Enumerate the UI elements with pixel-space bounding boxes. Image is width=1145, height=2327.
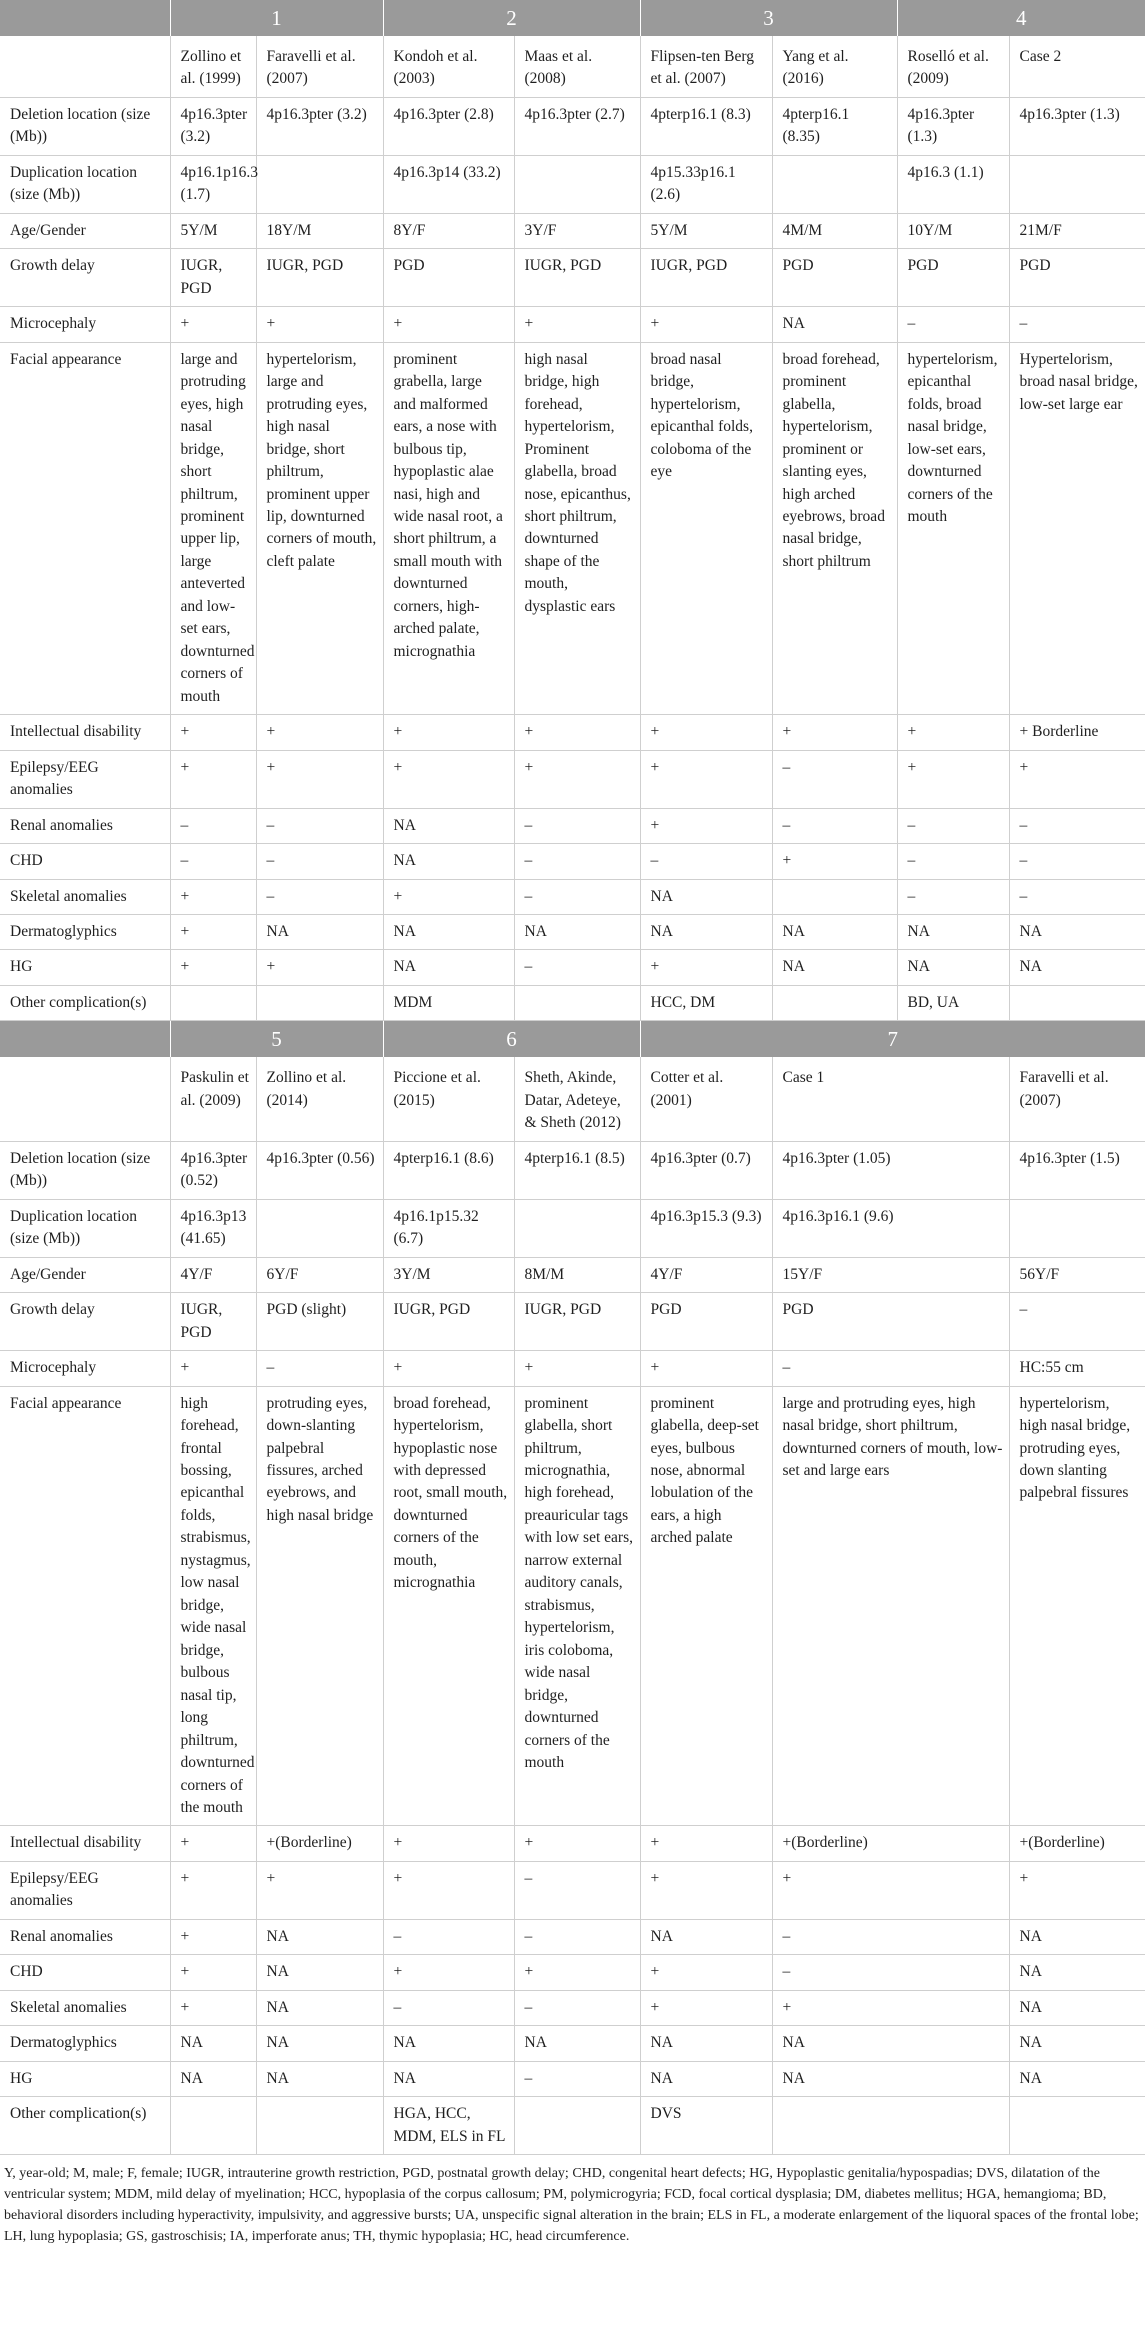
table-cell: 4pterp16.1 (8.35) [772,97,897,155]
table-cell: 5Y/M [640,213,772,248]
table-cell: – [1009,307,1145,342]
table-cell: + [640,1351,772,1386]
table-cell: NA [383,915,514,950]
row-label: Deletion location (size (Mb)) [0,1141,170,1199]
table-cell: + [256,307,383,342]
row-label: CHD [0,1955,170,1990]
table-cell: – [514,1990,640,2025]
table-cell: 4p16.3p16.1 (9.6) [772,1199,1009,1257]
table-cell: – [897,307,1009,342]
table-cell: broad nasal bridge, hypertelorism, epicanthal folds, coloboma of the eye [640,342,772,715]
author-header-cell: Maas et al. (2008) [514,36,640,97]
table-cell: 4p16.3pter (2.7) [514,97,640,155]
table-cell: + [170,750,256,808]
table-row [0,2061,1145,2096]
table-cell: + [383,1861,514,1919]
table-cell [170,2097,256,2155]
author-header-cell: Paskulin et al. (2009) [170,1057,256,1141]
comparison-table-1 [0,0,1145,1021]
table-cell: NA [383,844,514,879]
author-header-cell: Sheth, Akinde, Datar, Adeteye, & Sheth (2012) [514,1057,640,1141]
author-header-cell: Faravelli et al. (2007) [1009,1057,1145,1141]
table-cell: 3Y/F [514,213,640,248]
table-cell: – [772,808,897,843]
table-cell: 4Y/F [640,1257,772,1292]
table-row [0,1826,1145,1861]
table-cell [1009,1199,1145,1257]
table-cell: NA [772,2061,1009,2096]
table-cell [772,155,897,213]
table-cell: + [256,715,383,750]
table-cell: – [1009,879,1145,914]
row-label: Epilepsy/EEG anomalies [0,750,170,808]
comparison-table-2 [0,1021,1145,2155]
row-label: Dermatoglyphics [0,915,170,950]
table-cell: IUGR, PGD [640,249,772,307]
table-cell: + [170,1919,256,1954]
table-cell: large and protruding eyes, high nasal bridge, short philtrum, prominent upper lip, large anteverted and low-set ears, downturned corners of mouth [170,342,256,715]
table-cell: IUGR, PGD [256,249,383,307]
table-cell: + [170,1955,256,1990]
table-cell: – [256,844,383,879]
table-cell: + [514,1351,640,1386]
table-cell: NA [383,2061,514,2096]
table-cell [772,2097,1009,2155]
row-label: Duplication location (size (Mb)) [0,1199,170,1257]
table-cell: 4p16.3pter (2.8) [383,97,514,155]
table-cell: prominent glabella, short philtrum, micrognathia, high forehead, preauricular tags with low set ears, narrow external auditory canals, strabismus, hypertelorism, iris coloboma, wide nasal bridge, downturned corners of the mouth [514,1386,640,1826]
table-cell: IUGR, PGD [170,249,256,307]
row-label: Facial appearance [0,342,170,715]
table-cell: NA [1009,1990,1145,2025]
table-cell: – [772,1919,1009,1954]
table-cell [256,2097,383,2155]
author-header-cell: Flipsen-ten Berg et al. (2007) [640,36,772,97]
row-label: Epilepsy/EEG anomalies [0,1861,170,1919]
table-cell: + [897,750,1009,808]
table-row [0,1351,1145,1386]
table-row [0,1199,1145,1257]
table-cell: 18Y/M [256,213,383,248]
table-cell: NA [514,2026,640,2061]
table-cell: + Borderline [1009,715,1145,750]
table-cell: + [170,950,256,985]
table-cell: + [514,307,640,342]
group-header-corner [0,0,170,36]
table-cell: PGD [897,249,1009,307]
table-cell: NA [640,879,772,914]
table-cell: +(Borderline) [256,1826,383,1861]
table-cell: NA [1009,2026,1145,2061]
table-cell: NA [640,1919,772,1954]
table-cell: NA [256,1990,383,2025]
table-cell [514,985,640,1020]
table-cell: + [514,715,640,750]
table-cell: + [640,750,772,808]
table-cell: 8M/M [514,1257,640,1292]
table-cell: 4p16.3pter (1.3) [897,97,1009,155]
table-cell: IUGR, PGD [170,1293,256,1351]
table-cell: – [514,950,640,985]
table-row [0,213,1145,248]
table-row [0,1955,1145,1990]
table-cell: – [1009,844,1145,879]
author-header-cell: Zollino et al. (1999) [170,36,256,97]
table-cell: 6Y/F [256,1257,383,1292]
table-cell: BD, UA [897,985,1009,1020]
table-cell: + [640,950,772,985]
table-cell: PGD [1009,249,1145,307]
table-cell: large and protruding eyes, high nasal bridge, short philtrum, downturned corners of mouth, low-set and large ears [772,1386,1009,1826]
table-row [0,985,1145,1020]
row-label: Other complication(s) [0,2097,170,2155]
table-cell: IUGR, PGD [514,249,640,307]
table-cell: hypertelorism, epicanthal folds, broad nasal bridge, low-set ears, downturned corners of the mouth [897,342,1009,715]
table-cell: 15Y/F [772,1257,1009,1292]
table-cell: 4p16.3pter (1.3) [1009,97,1145,155]
table-cell: – [514,1861,640,1919]
table-cell: 4p16.3p14 (33.2) [383,155,514,213]
row-label: Microcephaly [0,307,170,342]
table-cell [514,155,640,213]
table-cell: 4pterp16.1 (8.5) [514,1141,640,1199]
table-row [0,844,1145,879]
table-cell: + [640,1861,772,1919]
author-header-row [0,36,1145,97]
table-cell: + [170,1990,256,2025]
table-cell: – [256,808,383,843]
table-cell: NA [383,950,514,985]
table-cell: NA [1009,915,1145,950]
table-row [0,307,1145,342]
table-cell: Hypertelorism, broad nasal bridge, low-set large ear [1009,342,1145,715]
table-cell: – [772,1351,1009,1386]
table-cell: + [383,879,514,914]
table-cell: + [640,1826,772,1861]
table-row [0,715,1145,750]
table-row [0,1293,1145,1351]
table-row [0,1861,1145,1919]
table-cell: + [383,750,514,808]
table-cell: IUGR, PGD [514,1293,640,1351]
author-header-cell: Piccione et al. (2015) [383,1057,514,1141]
table-row [0,808,1145,843]
row-label: HG [0,950,170,985]
group-header-cell: 1 [170,0,383,36]
table-cell: NA [640,2026,772,2061]
table-cell: 4pterp16.1 (8.6) [383,1141,514,1199]
table-cell: + [772,844,897,879]
author-header-cell: Roselló et al. (2009) [897,36,1009,97]
author-header-corner [0,1057,170,1141]
table-cell: MDM [383,985,514,1020]
group-header-cell: 6 [383,1021,640,1057]
table-cell: + [772,715,897,750]
table-cell: hypertelorism, large and protruding eyes, high nasal bridge, short philtrum, prominent upper lip, downturned corners of mouth, cleft palate [256,342,383,715]
table-row [0,2097,1145,2155]
table-cell: – [514,808,640,843]
author-header-cell: Case 2 [1009,36,1145,97]
table-cell: + [640,1990,772,2025]
table-cell: NA [772,307,897,342]
table-cell [1009,155,1145,213]
group-header-cell: 2 [383,0,640,36]
table-cell: NA [772,950,897,985]
table-cell: NA [256,1919,383,1954]
table-row [0,2026,1145,2061]
table-cell: IUGR, PGD [383,1293,514,1351]
table-cell: – [772,750,897,808]
row-label: Age/Gender [0,1257,170,1292]
table-cell: prominent grabella, large and malformed ears, a nose with bulbous tip, hypoplastic alae nasi, high and wide nasal root, a short philtrum, a small mouth with downturned corners, high-arched palate, micrognathia [383,342,514,715]
table-cell: 4p16.3p15.3 (9.3) [640,1199,772,1257]
table-cell: + [256,1861,383,1919]
table-cell: – [256,1351,383,1386]
table-cell: NA [772,2026,1009,2061]
table-row [0,750,1145,808]
group-header-cell: 4 [897,0,1145,36]
table-row [0,1990,1145,2025]
table-cell: NA [1009,1955,1145,1990]
table-row [0,1141,1145,1199]
table-cell: 4p16.3pter (3.2) [170,97,256,155]
table-cell: 4pterp16.1 (8.3) [640,97,772,155]
table-cell: NA [1009,1919,1145,1954]
table-cell: – [897,844,1009,879]
table-cell: 4p16.3p13 (41.65) [170,1199,256,1257]
table-cell: NA [1009,950,1145,985]
table-cell: + [383,1351,514,1386]
table-cell: NA [772,915,897,950]
table-cell: + [256,750,383,808]
table-row [0,915,1145,950]
table-cell: 10Y/M [897,213,1009,248]
author-header-row [0,1057,1145,1141]
table-row [0,879,1145,914]
table-cell: 4p15.33p16.1 (2.6) [640,155,772,213]
table-cell: – [383,1919,514,1954]
table-cell: protruding eyes, down-slanting palpebral fissures, arched eyebrows, and high nasal bridge [256,1386,383,1826]
row-label: Growth delay [0,1293,170,1351]
author-header-corner [0,36,170,97]
row-label: Other complication(s) [0,985,170,1020]
table-cell: broad forehead, hypertelorism, hypoplastic nose with depressed root, small mouth, downturned corners of the mouth, micrognathia [383,1386,514,1826]
table-row [0,249,1145,307]
table-cell [772,879,897,914]
table-cell: high forehead, frontal bossing, epicanthal folds, strabismus, nystagmus, low nasal bridge, wide nasal bridge, bulbous nasal tip, long philtrum, downturned corners of the mouth [170,1386,256,1826]
author-header-cell: Kondoh et al. (2003) [383,36,514,97]
table-cell: – [256,879,383,914]
table-cell: broad forehead, prominent glabella, hypertelorism, prominent or slanting eyes, high arched eyebrows, broad nasal bridge, short philtrum [772,342,897,715]
table-cell: + [383,1826,514,1861]
table-row [0,1257,1145,1292]
table-cell: NA [1009,2061,1145,2096]
table-cell [256,985,383,1020]
table-cell: NA [383,808,514,843]
table-cell: HCC, DM [640,985,772,1020]
table-cell: 8Y/F [383,213,514,248]
table-cell: NA [640,915,772,950]
table-cell: + [170,879,256,914]
table-cell: NA [256,915,383,950]
group-header-corner [0,1021,170,1057]
table-cell: PGD (slight) [256,1293,383,1351]
table-cell: HGA, HCC, MDM, ELS in FL [383,2097,514,2155]
table-cell: – [514,844,640,879]
row-label: Microcephaly [0,1351,170,1386]
table-cell: 4p16.1p16.3 (1.7) [170,155,256,213]
table-cell: – [514,2061,640,2096]
table-cell: + [1009,750,1145,808]
table-cell: + [170,715,256,750]
table-cell: + [170,1861,256,1919]
table-cell: – [514,879,640,914]
table-cell: PGD [772,1293,1009,1351]
table-cell: + [170,307,256,342]
table-cell: + [640,1955,772,1990]
table-cell: PGD [640,1293,772,1351]
table-cell: 4p16.3 (1.1) [897,155,1009,213]
table-cell: + [1009,1861,1145,1919]
table-cell: – [1009,808,1145,843]
table-cell [772,985,897,1020]
table-cell: 56Y/F [1009,1257,1145,1292]
table-cell: + [170,1351,256,1386]
table-cell: + [897,715,1009,750]
table-cell: PGD [383,249,514,307]
table-cell: – [1009,1293,1145,1351]
table-cell [514,1199,640,1257]
table-cell: NA [170,2061,256,2096]
author-header-cell: Cotter et al. (2001) [640,1057,772,1141]
table-cell: 21M/F [1009,213,1145,248]
row-label: Skeletal anomalies [0,879,170,914]
group-header-row [0,1021,1145,1057]
author-header-cell: Faravelli et al. (2007) [256,36,383,97]
table-cell: + [256,950,383,985]
table-cell: NA [256,2061,383,2096]
row-label: Skeletal anomalies [0,1990,170,2025]
table-cell: hypertelorism, high nasal bridge, protruding eyes, down slanting palpebral fissures [1009,1386,1145,1826]
table-footnote: Y, year-old; M, male; F, female; IUGR, intrauterine growth restriction, PGD, postnatal growth delay; CHD, congenital heart defects; HG, Hypoplastic genitalia/hypospadias; DVS, dilatation of the ventricular system; MDM, mild delay of myelination; HCC, hypoplasia of the corpus callosum; PM, polymicrogyria; FCD, focal cortical dysplasia; DM, diabetes mellitus; HGA, hemangioma; BD, behavioral disorders including hyperactivity, impulsivity, and aggressive bursts; UA, unspecific signal alteration in the brain; ELS in FL, a moderate enlargement of the liquoral spaces of the frontal lobe; LH, lung hypoplasia; GS, gastroschisis; IA, imperforate anus; TH, thymic hypoplasia; HC, head circumference. [4,2166,1139,2245]
table-cell [514,2097,640,2155]
row-label: Growth delay [0,249,170,307]
table-cell: 4p16.3pter (0.7) [640,1141,772,1199]
table-cell: – [170,844,256,879]
table-cell: +(Borderline) [1009,1826,1145,1861]
table-cell [1009,985,1145,1020]
table-cell: + [383,715,514,750]
row-label: Renal anomalies [0,808,170,843]
table-cell: 4p16.3pter (0.56) [256,1141,383,1199]
table-cell: + [772,1990,1009,2025]
table-cell: PGD [772,249,897,307]
author-header-cell: Yang et al. (2016) [772,36,897,97]
group-header-cell: 7 [640,1021,1145,1057]
row-label: Deletion location (size (Mb)) [0,97,170,155]
table-cell: – [514,1919,640,1954]
table-cell: HC:55 cm [1009,1351,1145,1386]
table-cell: 3Y/M [383,1257,514,1292]
table-cell: 4p16.3pter (1.5) [1009,1141,1145,1199]
row-label: Age/Gender [0,213,170,248]
author-header-cell: Case 1 [772,1057,1009,1141]
table-cell: + [640,808,772,843]
table-row [0,342,1145,715]
row-label: Intellectual disability [0,1826,170,1861]
table-cell: 4p16.3pter (0.52) [170,1141,256,1199]
table-cell: NA [256,2026,383,2061]
group-header-cell: 5 [170,1021,383,1057]
group-header-cell: 3 [640,0,897,36]
row-label: Dermatoglyphics [0,2026,170,2061]
table-cell [170,985,256,1020]
row-label: Renal anomalies [0,1919,170,1954]
table-cell: 4M/M [772,213,897,248]
table-cell: – [383,1990,514,2025]
row-label: HG [0,2061,170,2096]
author-header-cell: Zollino et al. (2014) [256,1057,383,1141]
table-cell: NA [170,2026,256,2061]
table-cell: + [640,715,772,750]
table-cell: – [772,1955,1009,1990]
table-cell: NA [897,915,1009,950]
table-cell: 4p16.1p15.32 (6.7) [383,1199,514,1257]
table-row [0,1919,1145,1954]
group-header-row [0,0,1145,36]
table-cell: NA [514,915,640,950]
table-cell: NA [640,2061,772,2096]
table-row [0,950,1145,985]
table-cell: + [772,1861,1009,1919]
table-row [0,155,1145,213]
table-cell: + [640,307,772,342]
row-label: Facial appearance [0,1386,170,1826]
table-cell: NA [897,950,1009,985]
table-cell: – [170,808,256,843]
row-label: Duplication location (size (Mb)) [0,155,170,213]
table-cell: + [383,307,514,342]
table-cell [256,1199,383,1257]
table-row [0,1386,1145,1826]
table-cell: + [514,750,640,808]
table-cell: DVS [640,2097,772,2155]
table-cell: 4p16.3pter (3.2) [256,97,383,155]
table-cell: – [640,844,772,879]
table-row [0,97,1145,155]
row-label: Intellectual disability [0,715,170,750]
table-cell [256,155,383,213]
table-cell: +(Borderline) [772,1826,1009,1861]
table-cell: 4p16.3pter (1.05) [772,1141,1009,1199]
table-cell: + [514,1826,640,1861]
table-cell: + [170,1826,256,1861]
table-cell: + [170,915,256,950]
table-cell: + [383,1955,514,1990]
row-label: CHD [0,844,170,879]
table-cell: – [897,879,1009,914]
table-cell: NA [383,2026,514,2061]
table-cell: + [514,1955,640,1990]
table-cell: prominent glabella, deep-set eyes, bulbous nose, abnormal lobulation of the ears, a high arched palate [640,1386,772,1826]
table-cell: high nasal bridge, high forehead, hypertelorism, Prominent glabella, broad nose, epicanthus, short philtrum, downturned shape of the mouth, dysplastic ears [514,342,640,715]
table-cell [1009,2097,1145,2155]
table-cell: – [897,808,1009,843]
table-cell: 5Y/M [170,213,256,248]
table-cell: NA [256,1955,383,1990]
table-cell: 4Y/F [170,1257,256,1292]
